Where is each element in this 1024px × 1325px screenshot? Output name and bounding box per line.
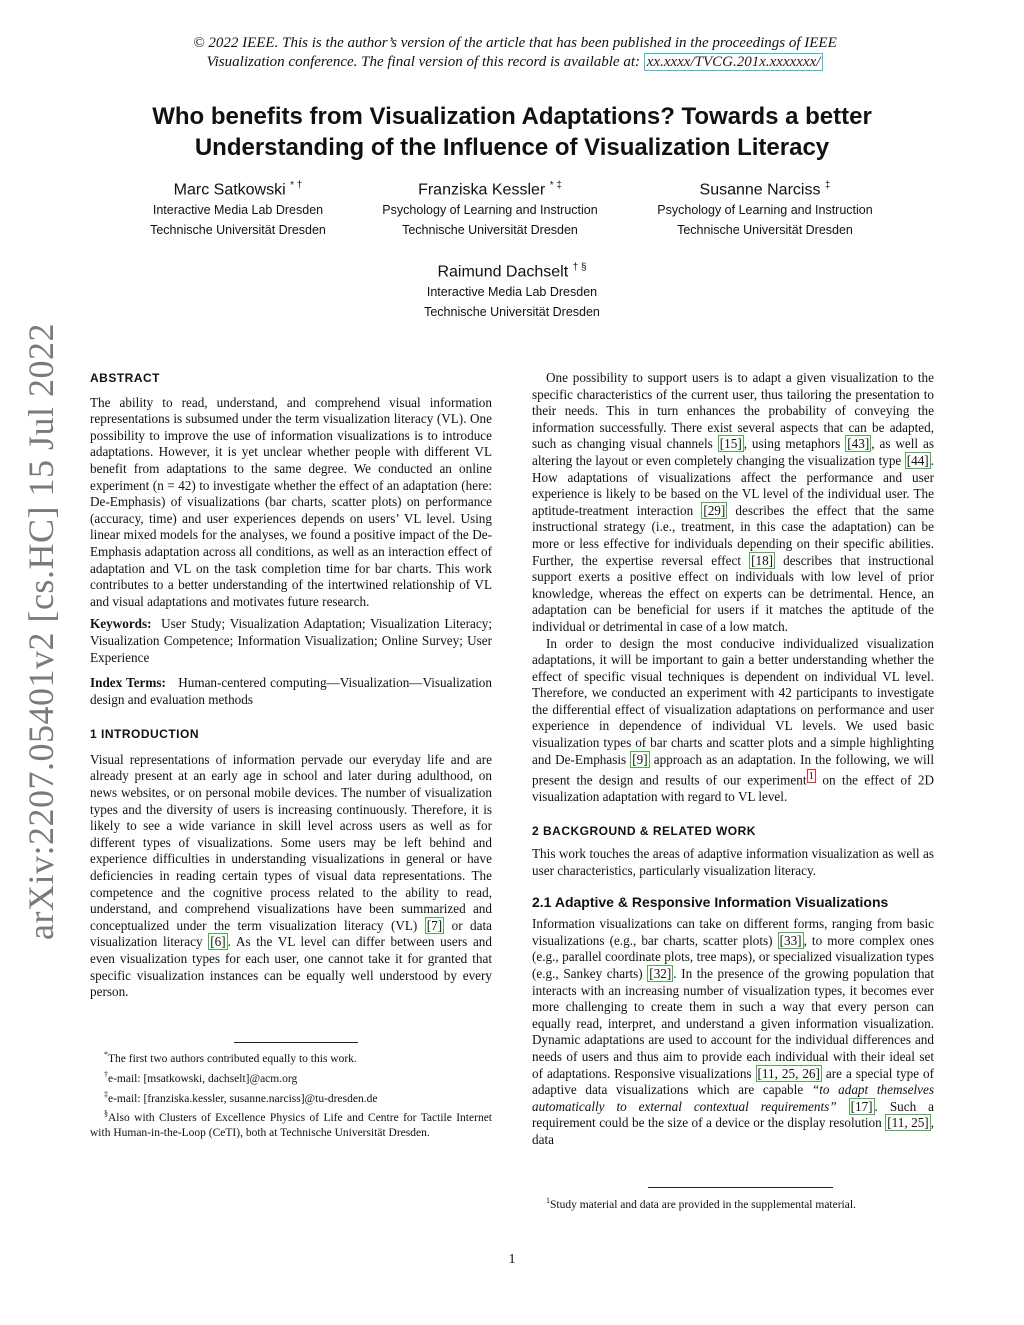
arxiv-identifier: arXiv:2207.05401v2 [cs.HC] 15 Jul 2022: [21, 323, 61, 940]
intro-text: or data visualization literacy: [90, 917, 493, 950]
body-text: Information visualizations can take on different forms, ranging from basic visualizations (e.g., bar charts, scatter plots): [532, 916, 934, 948]
body-text: , using metaphors: [743, 436, 846, 452]
citation-7[interactable]: [7]: [426, 917, 443, 933]
background-text: This work touches the areas of adaptive information visualization as well as user characteristics, particularly visualization literacy.: [532, 846, 934, 879]
author-block: [350, 176, 630, 240]
author-marks: * †: [290, 180, 303, 191]
body-text: . How adaptations of visualizations affect the performance and user experience is likely to be based on the VL level of the individual user. The aptitude-treatment interaction: [532, 452, 934, 518]
citation-32[interactable]: [32]: [649, 965, 672, 981]
body-text: approach as an adaptation. In the following, we will present the design and results of our experiment: [532, 751, 934, 788]
abstract-text: The ability to read, understand, and comprehend visual information representations is subsumed under the term visualization literacy (VL). One possibility to improve the use of information visualizations is to introduce adaptations. However, it is yet unclear whether people with different VL benefit from adaptations to the same degree. We conducted an online experiment (n = 42) to investigate whether the effect of an adaptation (here: De-Emphasis) of visualizations (bar charts, scatter plots) on performance (accuracy, time) and user experiences depends on users’ VL level. Using linear mixed models for the analyses, we found a positive impact of the De-Emphasis adaptation across all conditions, as well as an interaction effect of adaptation and VL on the task completion time for bar charts. This work contributes to a better understanding of the intertwined relationship of VL and visual adaptations and motivates future research.: [90, 394, 492, 609]
quote-text: “to adapt themselves automatically to external contextual requirements”: [532, 1082, 934, 1114]
footnote-mark: §: [104, 1109, 108, 1119]
author-affiliation: Interactive Media Lab Dresden: [426, 285, 598, 300]
citation-15[interactable]: [15]: [719, 436, 742, 452]
author-affiliation: Interactive Media Lab Dresden: [152, 203, 324, 218]
footnote-text: e-mail: [msatkowski, dachselt]@acm.org: [108, 1072, 298, 1085]
subsection-heading: 2.1 Adaptive & Responsive Information Visualizations: [532, 893, 889, 910]
body-text: One possibility to support users is to adapt a given visualization to the specific characteristics of the current user, thus tailoring the presentation to their needs. This in turn enhances the probability of conveying the information successfully. There exist several aspects that can be adapted, such as changing visual channels: [532, 370, 934, 452]
copyright-notice: [120, 34, 910, 72]
citation-18[interactable]: [18]: [751, 552, 774, 568]
author-name: Susanne Narciss: [699, 181, 821, 199]
intro-text: . As the VL level can differ between users and even visualization types for each user, one cannot take it for granted that specific visualization instances can be equally well understood by every person.: [90, 934, 492, 1000]
intro-text: Visual representations of information pervade our everyday life and are already present at an early age in school and later during adulthood, on news websites, or on personal mobile devices. The number of visualization types and the diversity of users is increasing continuously. Therefore, it is likely to see a wide variance in skill level across users as well as for different types of visualizations. Some users may be left behind and experience difficulties in understanding visualizations in general or have deficiencies in reading certain types of visual data representations. The competence and the cognitive process related to the ability to read, understand, and comprehend visualizations have been summarized and conceptualized under the term visualization literacy (VL): [90, 751, 492, 933]
body-text: [837, 1099, 849, 1114]
index-terms-label: Index Terms:: [90, 675, 166, 691]
footnote-text: Study material and data are provided in the supplemental material.: [550, 1198, 856, 1211]
citation-29[interactable]: [29]: [703, 502, 726, 518]
author-block: [625, 176, 905, 240]
introduction-heading: 1 INTRODUCTION: [90, 727, 199, 742]
citation-11-25[interactable]: [11, 25]: [887, 1115, 929, 1131]
footnote-rule: [234, 1042, 358, 1043]
notice-line1: © 2022 IEEE. This is the author’s version of the article that has been published in the proceedings of IEEE: [193, 35, 837, 51]
paragraph-responsive: [532, 916, 934, 1148]
paragraph-experiment: [532, 636, 934, 806]
body-text: describes that instructional support exerts a positive effect on individuals with low level of prior knowledge, whereas the effect on experts can be detrimental. Hence, an adaptation can be beneficial for users if it matches the aptitude of the individual or detrimental in case of a low match.: [532, 552, 934, 634]
citation-11-25-26[interactable]: [11, 25, 26]: [757, 1065, 820, 1081]
body-text: are a special type of adaptive data visualizations which are capable: [532, 1065, 934, 1098]
introduction-paragraph: [90, 752, 492, 1001]
citation-44[interactable]: [44]: [906, 452, 929, 468]
index-terms-text: Human-centered computing—Visualization—Visualization design and evaluation methods: [90, 675, 492, 707]
footnotes-left: [90, 1047, 492, 1141]
title-line1: Who benefits from Visualization Adaptations? Towards a better: [152, 103, 872, 130]
footnote-right: [532, 1193, 934, 1213]
author-name: Franziska Kessler: [418, 181, 546, 199]
body-text: , to more complex ones (e.g., parallel coordinate plots, tree maps), or specialized visualization types (e.g., Sankey charts): [532, 932, 934, 981]
footnote-mark: 1: [546, 1196, 550, 1205]
author-name: Raimund Dachselt: [437, 263, 569, 281]
footnote-mark: †: [104, 1069, 108, 1079]
body-text: In order to design the most conducive individualized visualization adaptations, it will be important to gain a better understanding whether the effect of specific visual techniques is dependent on individual VL level. Therefore, we conducted an experiment with 42 participants to investigate the differential effect of visualization adaptations on performance and user experience in dependence of individual VL levels. We used basic visualization types of bar charts and scatter plots and a simple highlighting and De-Emphasis: [532, 635, 934, 767]
notice-line2: Visualization conference. The final version of this record is available at:: [206, 54, 644, 70]
page-number: 1: [508, 1252, 516, 1267]
author-marks: † §: [572, 262, 587, 273]
citation-33[interactable]: [33]: [779, 932, 802, 948]
author-block: [372, 258, 652, 322]
author-block: [98, 176, 378, 240]
footnote-text: Also with Clusters of Excellence Physics of Life and Centre for Tactile Internet with Human-in-the-Loop (CeTI), both at Technische Universität Dresden.: [90, 1112, 492, 1140]
author-name: Marc Satkowski: [173, 181, 286, 199]
author-marks: ‡: [824, 180, 831, 191]
paragraph-adaptation: [532, 370, 934, 636]
citation-6[interactable]: [6]: [210, 934, 226, 950]
author-university: Technische Universität Dresden: [424, 305, 600, 320]
background-heading: 2 BACKGROUND & RELATED WORK: [532, 823, 756, 838]
author-university: Technische Universität Dresden: [402, 223, 578, 238]
body-text: on the effect of 2D visualization adaptation with regard to VL level.: [532, 772, 934, 805]
paper-title: [100, 101, 924, 163]
author-affiliation: Psychology of Learning and Instruction: [382, 203, 598, 218]
body-text: describes the effect that the same instructional strategy (i.e., treatment, in this case the adaptation) can be more or less effective for individuals depending on their specific abilities. Further, the expertise reversal effect: [532, 502, 934, 568]
doi-link[interactable]: xx.xxxx/TVCG.201x.xxxxxxx/: [644, 53, 824, 71]
title-line2: Understanding of the Influence of Visualization Literacy: [194, 134, 830, 161]
abstract-heading: ABSTRACT: [90, 371, 160, 385]
author-university: Technische Universität Dresden: [150, 223, 326, 238]
footnote-mark: ‡: [104, 1089, 108, 1099]
author-affiliation: Psychology of Learning and Instruction: [657, 203, 873, 218]
citation-43[interactable]: [43]: [847, 436, 870, 452]
right-column: [532, 370, 934, 1149]
keywords-label: Keywords:: [90, 616, 152, 632]
footnote-rule: [648, 1187, 833, 1188]
left-column: [90, 370, 492, 1001]
body-text: . In the presence of the growing population that interacts with an increasing number of visualization types, it becomes ever more challenging to create them in such a way that every person can equally read, interpret, and understand a given information visualization. Dynamic adaptations are used to account for the individual differences and needs of users and thus aim to provide each individual with their ideal set of adaptations. Responsive visualizations: [532, 965, 934, 1081]
author-university: Technische Universität Dresden: [677, 223, 853, 238]
citation-17[interactable]: [17]: [850, 1098, 873, 1114]
keywords: [90, 616, 492, 666]
author-marks: * ‡: [549, 180, 562, 191]
citation-9[interactable]: [9]: [632, 751, 648, 767]
index-terms: [90, 675, 492, 708]
footnote-ref-1[interactable]: 1: [808, 770, 815, 783]
body-text: . Such a requirement could be the size of a device or the display resolution: [532, 1098, 934, 1131]
keywords-text: User Study; Visualization Adaptation; Visualization Literacy; Visualization Competence; Information Visualization; Online Survey; User Experience: [90, 616, 492, 665]
body-text: , as well as altering the layout or even completely changing the visualization type: [532, 436, 934, 468]
body-text: , data: [532, 1115, 934, 1147]
footnote-mark: *: [104, 1050, 108, 1059]
footnote-text: The first two authors contributed equally to this work.: [108, 1052, 357, 1065]
footnote-text: e-mail: [franziska.kessler, susanne.narciss]@tu-dresden.de: [108, 1092, 378, 1105]
